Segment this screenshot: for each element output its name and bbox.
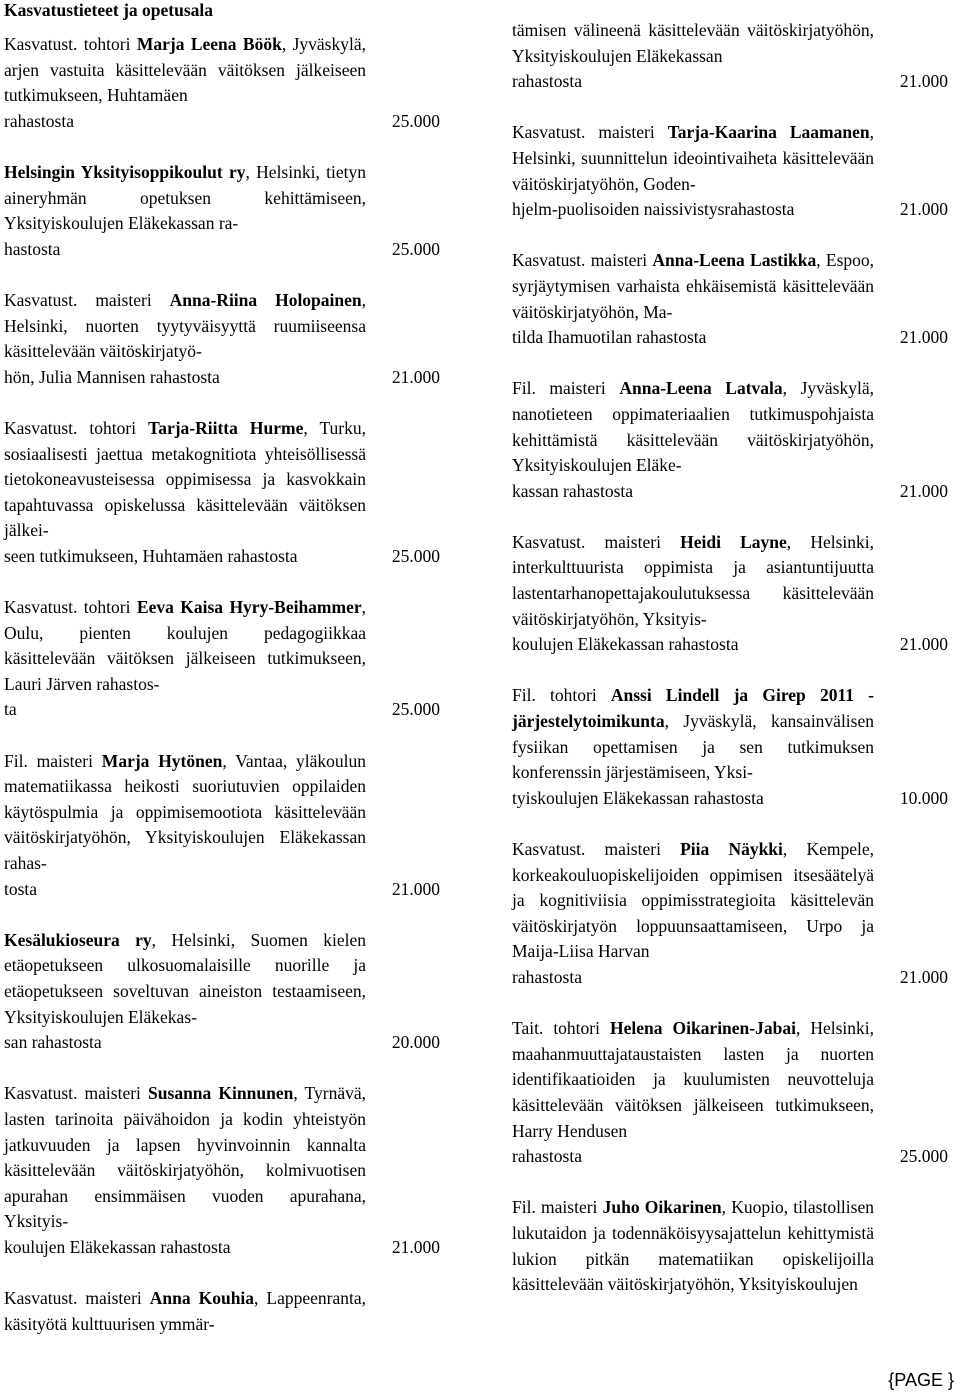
entry-description: , Kuopio, tilastollisen lukutaidon ja todennäköisyysajattelun kehittymistä lukion pitkän matematiikan opiskelijoilla käsittelevään väitöskirjatyöhön, Yksityiskoulujen	[512, 1197, 874, 1295]
entry-fund-name: rahastosta	[4, 110, 74, 131]
grant-entry	[4, 288, 440, 390]
entry-recipient-name: Heidi Layne	[680, 531, 787, 552]
grant-amount: 21.000	[391, 366, 440, 387]
entry-title-prefix: Fil. maisteri	[512, 378, 620, 399]
grant-amount: 21.000	[899, 634, 948, 655]
entry-last-line	[4, 1030, 440, 1056]
entry-text	[512, 1195, 874, 1297]
entry-fund-name: rahastosta	[512, 966, 582, 987]
entry-last-line	[512, 325, 948, 351]
entry-title-prefix: Kasvatust. maisteri	[512, 250, 653, 271]
entry-description: , Helsinki, suunnittelun ideointivaiheta käsittelevään väitöskirjatyöhön, Goden-	[512, 122, 874, 194]
entry-text	[4, 160, 366, 237]
grant-amount: 25.000	[391, 699, 440, 720]
grant-amount: 21.000	[899, 480, 948, 501]
entry-title-prefix: Kasvatust. maisteri	[4, 1083, 149, 1104]
entry-recipient-name: Helsingin Yksityisoppikoulut ry	[4, 161, 246, 182]
entry-recipient-name: Anna-Riina Holopainen	[169, 289, 362, 310]
entry-title-prefix: Fil. maisteri	[4, 750, 102, 771]
entry-description: , Tyrnävä, lasten tarinoita päivähoidon ja kodin yhteistyön jatkuvuuden ja lapsen hyvinvoinnin kannalta käsittelevään väitöskirjatyöhön, kolmivuotisen apurahan ensimmäisen vuoden apurahana, Yksityis-	[4, 1083, 366, 1232]
grant-amount: 21.000	[391, 1236, 440, 1257]
grant-amount: 25.000	[391, 110, 440, 131]
grant-entry	[512, 120, 948, 222]
entry-last-line	[4, 544, 440, 570]
entry-last-line	[512, 1144, 948, 1170]
entry-text	[512, 120, 874, 197]
entry-title-prefix: Kasvatust. tohtori	[4, 597, 137, 618]
entry-text	[512, 248, 874, 325]
entry-title-prefix: Kasvatust. tohtori	[4, 34, 137, 54]
entry-fund-name: koulujen Eläkekassan rahastosta	[512, 634, 739, 655]
entry-description: , Helsinki, maahanmuuttajataustaisten lasten ja nuorten identifikaatioiden ja kuulumisten neuvotteluja käsittelevään väitöksen jälkeiseen tutkimukseen, Harry Hendusen	[512, 1018, 875, 1141]
entry-fund-name: kassan rahastosta	[512, 480, 634, 501]
right-entries	[512, 18, 948, 1298]
entry-recipient-name: Anssi Lindell ja Girep 2011 - järjestelytoimikunta	[512, 685, 874, 732]
entry-title-prefix: Fil. tohtori	[512, 685, 611, 706]
entry-recipient-name: Piia Näykki	[680, 839, 783, 859]
entry-text	[4, 595, 366, 697]
grant-amount: 25.000	[391, 545, 440, 566]
entry-last-line	[512, 479, 948, 505]
entry-description: , Helsinki, interkulttuurista oppimista ja asiantuntijuutta lastentarhanopettajakoulutuksessa käsittelevään väitöskirjatyöhön, Yksityis-	[512, 531, 874, 629]
grant-entry	[4, 1286, 440, 1337]
entry-title-prefix: Kasvatust. maisteri	[512, 122, 668, 143]
entry-fund-name: ta	[4, 699, 17, 720]
entry-text	[512, 837, 874, 965]
entry-recipient-name: Marja Leena Böök	[136, 34, 282, 54]
entry-last-line	[4, 877, 440, 903]
entry-title-prefix: Kasvatust. maisteri	[4, 1288, 150, 1309]
grant-amount: 10.000	[899, 787, 948, 808]
entry-recipient-name: Anna-Leena Latvala	[619, 378, 783, 399]
entry-text	[4, 32, 366, 109]
entry-text	[4, 928, 366, 1030]
entry-last-line	[512, 965, 948, 991]
entry-recipient-name: Kesälukioseura ry	[4, 929, 152, 950]
page-footer: {PAGE }	[888, 1370, 954, 1391]
entry-title-prefix: Kasvatust. maisteri	[4, 289, 170, 310]
entry-description: , Lappeenranta, käsityötä kulttuurisen ymmär-	[4, 1288, 367, 1334]
entry-text	[512, 18, 874, 69]
grant-entry	[4, 928, 440, 1056]
entry-last-line	[512, 69, 948, 95]
entry-fund-name: rahastosta	[512, 1146, 582, 1167]
entry-title-prefix: Kasvatust. maisteri	[512, 839, 681, 859]
entry-text	[512, 683, 874, 785]
grant-amount: 21.000	[899, 71, 948, 92]
entry-recipient-name: Marja Hytönen	[101, 750, 223, 771]
entry-last-line	[4, 697, 440, 723]
entry-fund-name: seen tutkimukseen, Huhtamäen rahastosta	[4, 545, 298, 566]
entry-recipient-name: Anna Kouhia	[149, 1288, 255, 1309]
grant-amount: 21.000	[899, 199, 948, 220]
entry-text	[4, 288, 366, 365]
entry-fund-name: hjelm-puolisoiden naissivistysrahastosta	[512, 199, 795, 220]
grant-entry	[4, 416, 440, 570]
entry-description: , Jyväskylä, kansainvälisen fysiikan opettamisen ja sen tutkimuksen konferenssin järjestämiseen, Yksi-	[512, 711, 874, 783]
entry-description: , Jyväskylä, arjen vastuita käsittelevään väitöksen jälkeiseen tutkimukseen, Huhtamäen	[4, 34, 366, 106]
entry-fund-name: hön, Julia Mannisen rahastosta	[4, 366, 220, 387]
entry-text	[512, 376, 874, 478]
entry-title-prefix: Fil. maisteri	[512, 1197, 603, 1218]
entry-recipient-name: Eeva Kaisa Hyry-Beihammer	[136, 597, 362, 618]
grant-amount: 25.000	[899, 1146, 948, 1167]
entry-recipient-name: Juho Oikarinen	[602, 1197, 722, 1218]
entry-fund-name: tyiskoulujen Eläkekassan rahastosta	[512, 787, 764, 808]
grant-entry	[4, 32, 440, 134]
entry-title-prefix: Tait. tohtori	[512, 1018, 610, 1039]
entry-last-line	[4, 109, 440, 135]
grant-entry	[512, 1016, 948, 1170]
entry-description: , Helsinki, Suomen kielen etäopetukseen ulkosuomalaisille nuorille ja etäopetukseen soveltuvan aineiston testaamiseen, Yksityiskoulujen Eläkekas-	[4, 929, 366, 1027]
entry-last-line	[512, 786, 948, 812]
entry-text	[512, 530, 874, 632]
entry-recipient-name: Helena Oikarinen-Jabai	[609, 1018, 796, 1039]
entry-recipient-name: Susanna Kinnunen	[148, 1083, 294, 1104]
grant-entry	[512, 530, 948, 658]
grant-entry	[4, 595, 440, 723]
entry-recipient-name: Tarja-Kaarina Laamanen	[667, 122, 870, 143]
left-column	[4, 0, 440, 1363]
grant-entry	[4, 160, 440, 262]
entry-description: , Vantaa, yläkoulun matematiikassa heikosti suoriutuvien oppilaiden käytöspulmia ja oppimisemootiota käsittelevään väitöskirjatyöhön, Yksityiskoulujen Eläkekassan rahas-	[4, 750, 366, 873]
entry-description: , Helsinki, nuorten tyytyväisyyttä ruumiiseensa käsittelevään väitöskirjatyö-	[4, 289, 367, 362]
grant-entry	[4, 749, 440, 903]
grant-entry	[512, 683, 948, 811]
entry-recipient-name: Tarja-Riitta Hurme	[148, 417, 304, 438]
grant-entry	[512, 376, 948, 504]
entry-text	[4, 749, 366, 877]
entry-last-line	[4, 365, 440, 391]
grant-amount: 21.000	[899, 327, 948, 348]
entry-last-line	[512, 197, 948, 223]
entry-description: , Kempele, korkeakouluopiskelijoiden oppimisen itsesäätelyä ja kognitiviisia oppimisstrategioita käsittelevän väitöskirjatyön loppuunsaattamiseen, Urpo ja Maija-Liisa Harvan	[512, 839, 875, 962]
grant-entry	[512, 1195, 948, 1297]
entry-fund-name: tilda Ihamuotilan rahastosta	[512, 327, 707, 348]
grant-entry	[512, 18, 948, 95]
grant-entry	[512, 248, 948, 350]
entry-last-line	[4, 237, 440, 263]
entry-fund-name: tosta	[4, 878, 38, 899]
entry-description: , Helsinki, tietyn aineryhmän opetuksen kehittämiseen, Yksityiskoulujen Eläkekassan ra-	[4, 161, 366, 234]
grant-amount: 21.000	[391, 878, 440, 899]
left-entries	[4, 32, 440, 1337]
entry-description: , Oulu, pienten koulujen pedagogiikkaa käsittelevään väitöksen jälkeiseen tutkimukseen, Lauri Järven rahastos-	[4, 597, 366, 694]
entry-description: , Jyväskylä, nanotieteen oppimateriaalien tutkimuspohjaista kehittämistä käsittelevään väitöskirjatyöhön, Yksityiskoulujen Eläke-	[512, 378, 874, 476]
entry-text	[4, 1286, 366, 1337]
entry-fund-name: rahastosta	[512, 71, 582, 92]
entry-description: tämisen välineenä käsittelevään väitöskirjatyöhön, Yksityiskoulujen Eläkekassan	[512, 20, 874, 66]
entry-last-line	[4, 1235, 440, 1261]
entry-text	[512, 1016, 874, 1144]
grant-entry	[512, 837, 948, 991]
entry-fund-name: san rahastosta	[4, 1032, 102, 1053]
right-column	[512, 18, 948, 1323]
entry-fund-name: koulujen Eläkekassan rahastosta	[4, 1236, 231, 1257]
entry-title-prefix: Kasvatust. maisteri	[512, 531, 681, 552]
grant-entry	[4, 1081, 440, 1260]
entry-text	[4, 416, 366, 544]
entry-description: , Turku, sosiaalisesti jaettua metakognitiota yhteisöllisessä tietokoneavusteisessa oppimisessa ja kasvokkain tapahtuvassa opiskelussa käsittelevään väitöksen jälkei-	[4, 417, 366, 541]
entry-last-line	[512, 632, 948, 658]
entry-text	[4, 1081, 366, 1235]
entry-description: , Espoo, syrjäytymisen varhaista ehkäisemistä käsittelevään väitöskirjatyöhön, Ma-	[512, 250, 875, 322]
section-heading: Kasvatustieteet ja opetusala	[4, 0, 214, 20]
entry-title-prefix: Kasvatust. tohtori	[4, 417, 149, 438]
grant-amount: 20.000	[391, 1032, 440, 1053]
grant-amount: 21.000	[899, 966, 948, 987]
entry-fund-name: hastosta	[4, 238, 61, 259]
grant-amount: 25.000	[391, 238, 440, 259]
entry-recipient-name: Anna-Leena Lastikka	[652, 250, 817, 271]
